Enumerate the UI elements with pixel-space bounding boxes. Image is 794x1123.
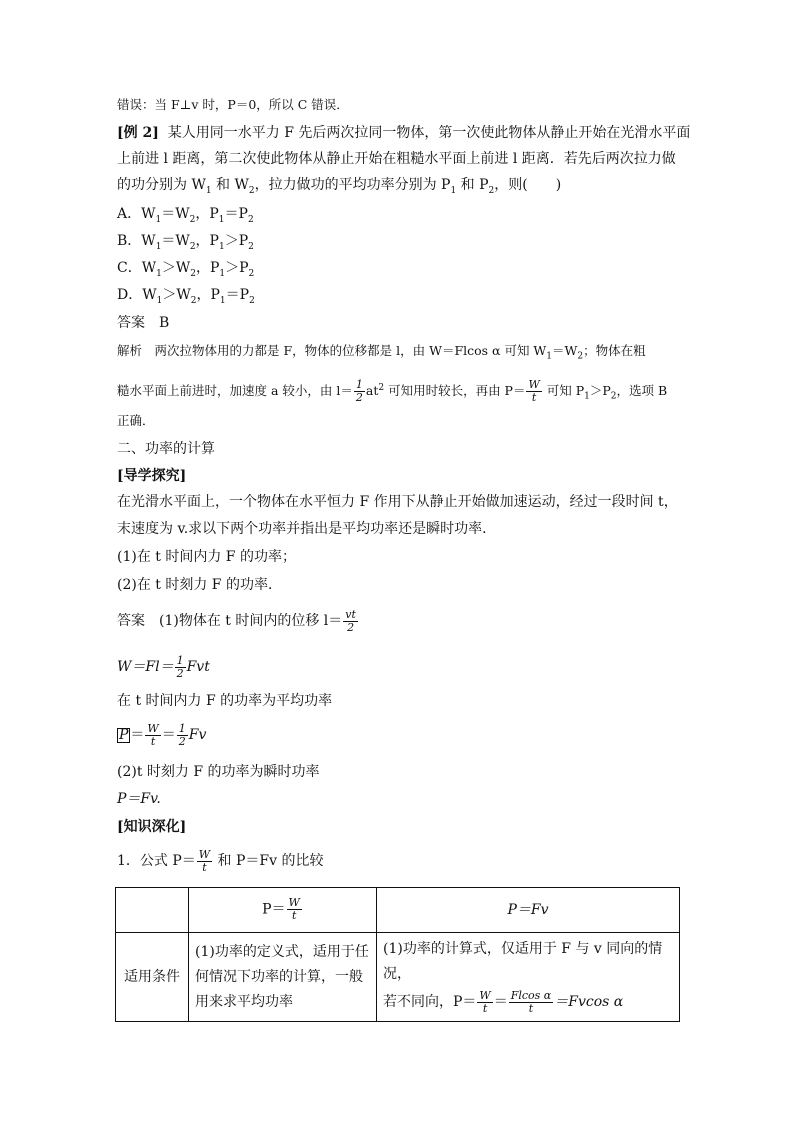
explanation-line-1: 解析 两次拉物体用的力都是 F，物体的位移都是 l，由 W＝Flcos α 可知 $W_1=W_2$；物体在粗 xyxy=(117,343,646,362)
fraction-w-over-t-4: $\frac{W}{t}$ xyxy=(288,896,300,923)
error-note-line: 错误：当 F⊥v 时，P＝0，所以 C 错误． xyxy=(117,97,349,112)
answer-step-5: (2)t 时刻力 F 的功率为瞬时功率 xyxy=(117,764,320,780)
option-c: C．$W_1>W_2$，$P_1>P_2$ xyxy=(117,260,255,279)
table-cell-average: (1)功率的定义式，适用于任何情况下功率的计算，一般用来求平均功率 xyxy=(189,933,377,1022)
guide-heading: [导学探究] xyxy=(117,468,187,484)
answer-step-2: W＝Fl＝ $\frac{1}{2}$ Fvt xyxy=(117,653,210,680)
table-header-row xyxy=(116,888,680,933)
comparison-table xyxy=(115,887,680,1022)
table-header-average: P＝ $\frac{W}{t}$ xyxy=(189,888,377,933)
example-line-1 xyxy=(117,123,690,143)
question-part-2: (2)在 t 时刻力 F 的功率． xyxy=(117,577,282,593)
option-d: D．$W_1>W_2$，$P_1=P_2$ xyxy=(117,287,255,306)
answer-step-3: 在 t 时间内力 F 的功率为平均功率 xyxy=(117,693,333,709)
answer-line: 答案 B xyxy=(117,315,170,331)
table-row xyxy=(116,933,680,1022)
table-row-label: 适用条件 xyxy=(116,933,189,1022)
answer-step-1: 答案 (1)物体在 t 时间内的位移 l＝ $\frac{vt}{2}$ xyxy=(117,607,356,634)
example-line-2: 上前进 l 距离，第二次使此物体从静止开始在粗糙水平面上前进 l 距离．若先后两次拉力做 xyxy=(117,151,676,167)
table-cell-instant: (1)功率的计算式，仅适用于 F 与 v 同向的情况， 若不同向，P＝ $\frac{W}{t}$ ＝ $\frac{\text{Flcos α}}{t}$ ＝Fvcos α xyxy=(377,933,680,1022)
answer-step-6: P＝Fv. xyxy=(117,791,161,807)
fraction-w-over-t-3: $\frac{W}{t}$ xyxy=(198,847,211,874)
example-line-3: 的功分别为 $W_1$ 和 $W_2$，拉力做功的平均功率分别为 $P_1$ 和 $P_2$，则( ) xyxy=(117,177,562,196)
table-header-empty xyxy=(116,888,189,933)
section-heading: 二、功率的计算 xyxy=(117,441,215,457)
answer-step-4: P ＝ $\frac{W}{t}$ ＝ $\frac{1}{2}$ Fv xyxy=(119,721,207,748)
fraction-vt-over-2: $\frac{vt}{2}$ xyxy=(345,607,356,634)
formula-compare-heading: 1．公式 P＝ $\frac{W}{t}$ 和 P＝Fv 的比较 xyxy=(117,847,324,874)
fraction-one-half: $\frac{1}{2}$ xyxy=(355,378,363,405)
example-tag: [例 2] xyxy=(117,125,159,141)
average-power-symbol: P xyxy=(119,727,129,743)
option-b: B．$W_1=W_2$，$P_1>P_2$ xyxy=(117,233,254,252)
fraction-flcos-over-t: $\frac{\text{Flcos α}}{t}$ xyxy=(510,988,552,1015)
question-line-2: 末速度为 v.求以下两个功率并指出是平均功率还是瞬时功率． xyxy=(117,521,497,537)
question-part-1: (1)在 t 时间内力 F 的功率； xyxy=(117,549,296,565)
option-a: A．$W_1=W_2$，$P_1=P_2$ xyxy=(117,206,254,225)
table-header-instant: P＝Fv xyxy=(377,888,680,933)
fraction-w-over-t: $\frac{W}{t}$ xyxy=(528,378,540,405)
question-line-1: 在光滑水平面上，一个物体在水平恒力 F 作用下从静止开始做加速运动，经过一段时间 t， xyxy=(117,494,678,510)
explanation-line-2: 糙水平面上前进时，加速度 a 较小，由 l＝ $\frac{1}{2}$ $at^2$ 可知用时较长，再由 P＝ $\frac{W}{t}$ 可知 $P_1>P_2$，选项 B xyxy=(117,378,668,405)
fraction-one-half-2: $\frac{1}{2}$ xyxy=(176,653,184,680)
explanation-line-3: 正确． xyxy=(117,413,155,428)
fraction-one-half-3: $\frac{1}{2}$ xyxy=(178,721,186,748)
fraction-w-over-t-5: $\frac{W}{t}$ xyxy=(479,988,491,1015)
example-text-1: 某人用同一水平力 F 先后两次拉同一物体，第一次使此物体从静止开始在光滑水平面 xyxy=(167,125,691,141)
fraction-w-over-t-2: $\frac{W}{t}$ xyxy=(147,721,159,748)
deepen-heading: [知识深化] xyxy=(117,819,187,835)
